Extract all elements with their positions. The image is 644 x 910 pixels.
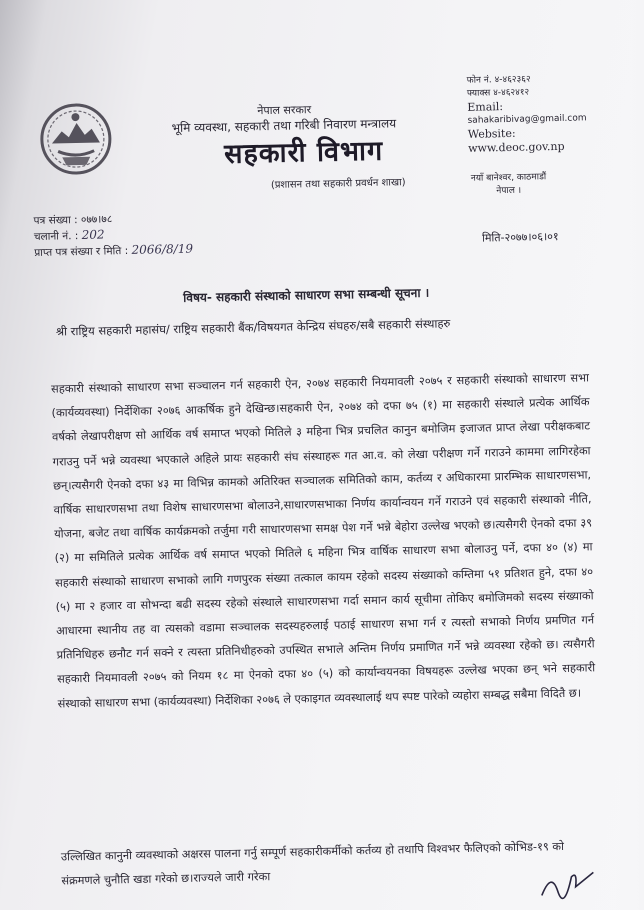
letter-date: मिति-२०७७।०६।०१	[481, 229, 559, 245]
received-value: 2066/8/19	[131, 241, 194, 257]
addressee: श्री राष्ट्रिय सहकारी महासंघ/ राष्ट्रिय सहकारी बैंक/विषयगत केन्द्रिय संघहरु/सबै सहकारी संस्थाहरु	[55, 316, 451, 339]
closing-paragraph: उल्लिखित कानुनी व्यवस्थाको अक्षरस पालना गर्नु सम्पूर्ण सहकारीकर्मीको कर्तव्य हो तथापि विश्वभर फैलिएको कोभिड-१९ को संक्रमणले चुनौति खडा गरेको छ।राज्यले जारी गरेका	[60, 839, 565, 888]
letter-number-label: पत्र संख्या :	[33, 214, 78, 227]
letter	[30, 38, 628, 910]
email-label: Email:	[467, 100, 504, 114]
ministry-name: भूमि व्यवस्था, सहकारी तथा गरिबी निवारण मन्त्रालय	[171, 116, 397, 136]
page-edge	[614, 0, 644, 910]
branch-name: (प्रशासन तथा सहकारी प्रवर्धन शाखा)	[270, 177, 406, 191]
fax-number: फ्याक्स ४-४६२४१२	[466, 87, 530, 99]
address-line-1: नयाँ बानेश्वर, काठमाडौं	[470, 172, 547, 184]
website-url: www.deoc.gov.np	[468, 139, 565, 155]
letter-number: ०७७।७८	[80, 213, 113, 226]
dispatch-number: 202	[81, 227, 105, 242]
received-row	[34, 242, 193, 261]
nepal-emblem-icon	[37, 100, 115, 178]
body-text	[51, 366, 596, 716]
phone-number: फोन नं. ४-४६२३६२	[466, 74, 531, 86]
website-label: Website:	[467, 126, 516, 141]
government-name: नेपाल सरकार	[257, 103, 312, 118]
contact-block	[467, 72, 588, 155]
address-line-2: नेपाल ।	[496, 185, 522, 197]
department-title: सहकारी विभाग	[223, 135, 384, 170]
dispatch-label: चलानी नं. :	[33, 230, 79, 243]
received-label: प्राप्त पत्र संख्या र मिति :	[34, 244, 129, 259]
subject-line: विषय- सहकारी संस्थाको साधारण सभा सम्बन्धी सूचना ।	[183, 285, 430, 305]
body-paragraph: सहकारी संस्थाको साधारण सभा सञ्चालन गर्न सहकारी ऐन, २०७४ सहकारी नियमावली २०७५ र सहकारी संस्थाको साधारण सभा (कार्यव्यवस्था) निर्देशिका २०७६ आकर्षिक हुने देखिन्छ।सहकारी ऐन, २०७४ को दफा ७५ (१) मा सहकारी संस्थाले प्रत्येक आर्थिक वर्षको लेखापरीक्षण सो आर्थिक वर्ष समाप्त भएको मितिले ३ महिना भित्र प्रचलित कानुन बमोजिम इजाजत प्राप्त लेखा परीक्षकबाट गराउनु पर्ने भन्ने व्यवस्था भएकाले अहिले प्रायः सहकारी संघ संस्थाहरू गत आ.व. को लेखा परीक्षण गर्ने गराउने काममा लागिरहेका छन्।त्यसैगरी ऐनको दफा ४३ मा विभिन्न कामको अतिरिक्त सञ्चालक समितिको काम, कर्तव्य र अधिकारमा प्रारम्भिक साधारणसभा, वार्षिक साधारणसभा तथा विशेष साधारणसभा बोलाउने,साधारणसभाका निर्णय कार्यान्वयन गर्ने गराउने एवं सहकारी संस्थाको नीति, योजना, बजेट तथा वार्षिक कार्यक्रमको तर्जुमा गरी साधारणसभा समक्ष पेश गर्ने भन्ने बेहोरा उल्लेख भएको छ।त्यसैगरी ऐनको दफा ३९ (२) मा समितिले प्रत्येक आर्थिक वर्ष समाप्त भएको मितिले ६ महिना भित्र वार्षिक साधारण सभा बोलाउनु पर्ने, दफा ४० (४) मा सहकारी संस्थाको साधारण सभाको लागि गणपुरक संख्या तत्काल कायम रहेको सदस्य संख्याको कम्तिमा ५१ प्रतिशत हुने, दफा ४० (५) मा २ हजार वा सोभन्दा बढी सदस्य रहेको संस्थाले साधारणसभा गर्दा समान कार्य सूचीमा तोकिए बमोजिमको सदस्य संख्याको आधारमा स्थानीय तह वा त्यसको वडामा सञ्चालक सदस्यहरुलाई पठाई साधारण सभा गर्न र त्यस्तो सभाको निर्णय प्रमणित गर्न प्रतिनिधिहरु छनौट गर्न सक्ने र त्यस्ता प्रतिनिधीहरुको उपस्थित सभाले अन्तिम निर्णय प्रमाणित गर्ने भन्ने व्यवस्था रहेको छ। त्यसैगरी सहकारी नियमावली २०७५ को नियम १८ मा ऐनको दफा ४० (५) को कार्यान्वयनका विषयहरू उल्लेख भएका छन् भने सहकारी संस्थाको साधारण सभा (कार्यव्यवस्था) निर्देशिका २०७६ ले एकाइगत व्यवस्थालाई थप स्पष्ट पारेको व्यहोरा सम्बद्ध सबैमा विदितै छ।	[50, 371, 596, 711]
office-address	[471, 171, 547, 199]
letter-meta	[33, 211, 193, 261]
signature-icon	[537, 866, 598, 901]
email-address: sahakaribivag@gmail.com	[467, 113, 587, 126]
